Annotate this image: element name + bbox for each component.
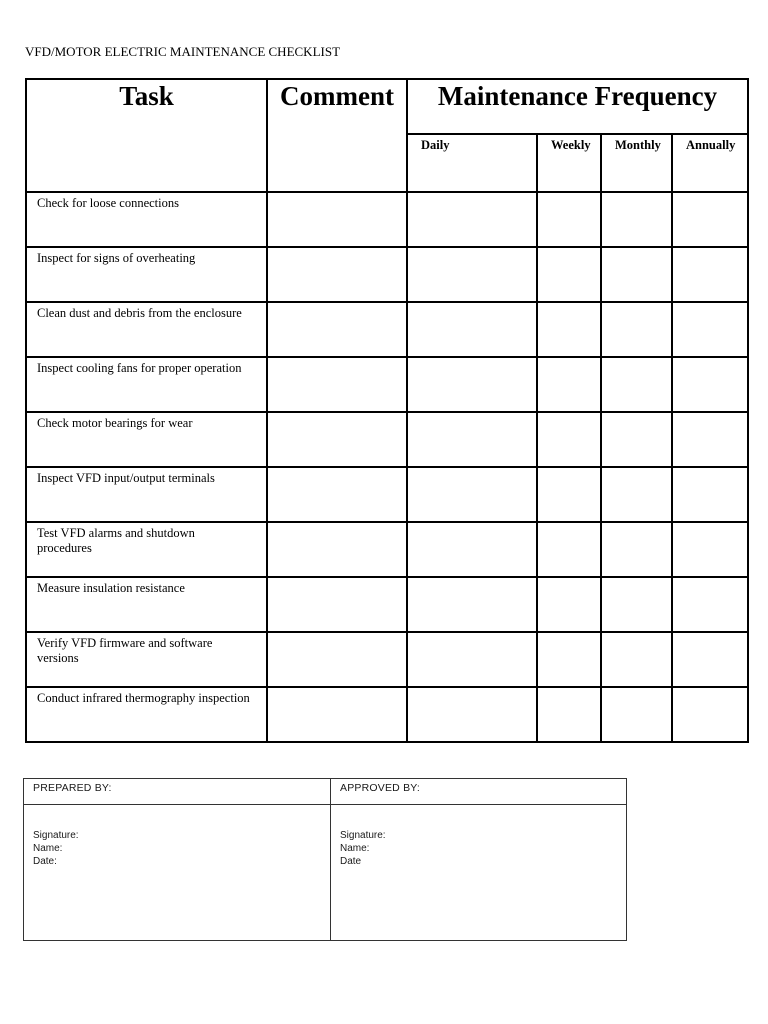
- table-row: [26, 247, 748, 302]
- annually-cell: [672, 577, 748, 632]
- annually-cell: [672, 412, 748, 467]
- table-row: [26, 467, 748, 522]
- annually-cell: [672, 467, 748, 522]
- comment-cell: [267, 577, 407, 632]
- weekly-cell: [537, 577, 601, 632]
- annually-cell: [672, 357, 748, 412]
- table-row: [26, 302, 748, 357]
- frequency-column-header-monthly: Monthly: [601, 134, 672, 192]
- approved-by-fields: [331, 805, 627, 941]
- annually-cell: [672, 632, 748, 687]
- signature-label: Signature:: [340, 830, 386, 841]
- weekly-cell: [537, 412, 601, 467]
- task-cell: Inspect for signs of overheating: [26, 247, 267, 302]
- task-cell: Inspect cooling fans for proper operation: [26, 357, 267, 412]
- daily-cell: [407, 302, 537, 357]
- signoff-header-row: [24, 779, 627, 805]
- frequency-group-header: Maintenance Frequency: [407, 79, 748, 134]
- frequency-column-header-annually: Annually: [672, 134, 748, 192]
- daily-cell: [407, 522, 537, 577]
- comment-cell: [267, 687, 407, 742]
- name-label: Name:: [340, 843, 370, 854]
- prepared-by-header: PREPARED BY:: [24, 779, 331, 805]
- task-cell: Clean dust and debris from the enclosure: [26, 302, 267, 357]
- task-cell: Check motor bearings for wear: [26, 412, 267, 467]
- comment-cell: [267, 247, 407, 302]
- date-label: Date: [340, 856, 362, 867]
- header-row-main: [26, 79, 748, 134]
- task-column-header: Task: [26, 79, 267, 192]
- page-title: VFD/MOTOR ELECTRIC MAINTENANCE CHECKLIST: [25, 44, 341, 59]
- prepared-by-fields: [24, 805, 331, 941]
- weekly-cell: [537, 632, 601, 687]
- monthly-cell: [601, 632, 672, 687]
- annually-cell: [672, 247, 748, 302]
- table-row: [26, 412, 748, 467]
- task-cell: Conduct infrared thermography inspection: [26, 687, 267, 742]
- signoff-body-row: [24, 805, 627, 941]
- task-cell: Verify VFD firmware and software versions: [26, 632, 267, 687]
- checklist-table: [25, 78, 749, 743]
- monthly-cell: [601, 577, 672, 632]
- name-label: Name:: [33, 843, 63, 854]
- daily-cell: [407, 632, 537, 687]
- table-row: [26, 522, 748, 577]
- signoff-table: [23, 778, 627, 941]
- daily-cell: [407, 192, 537, 247]
- weekly-cell: [537, 687, 601, 742]
- table-row: [26, 192, 748, 247]
- task-cell: Measure insulation resistance: [26, 577, 267, 632]
- daily-cell: [407, 687, 537, 742]
- daily-cell: [407, 247, 537, 302]
- monthly-cell: [601, 467, 672, 522]
- comment-cell: [267, 632, 407, 687]
- comment-cell: [267, 412, 407, 467]
- daily-cell: [407, 467, 537, 522]
- weekly-cell: [537, 522, 601, 577]
- comment-cell: [267, 467, 407, 522]
- comment-cell: [267, 302, 407, 357]
- monthly-cell: [601, 687, 672, 742]
- table-row: [26, 577, 748, 632]
- comment-cell: [267, 192, 407, 247]
- annually-cell: [672, 302, 748, 357]
- date-label: Date:: [33, 856, 57, 867]
- daily-cell: [407, 412, 537, 467]
- monthly-cell: [601, 412, 672, 467]
- weekly-cell: [537, 357, 601, 412]
- weekly-cell: [537, 467, 601, 522]
- frequency-column-header-weekly: Weekly: [537, 134, 601, 192]
- comment-cell: [267, 522, 407, 577]
- table-row: [26, 632, 748, 687]
- monthly-cell: [601, 302, 672, 357]
- monthly-cell: [601, 522, 672, 577]
- signature-label: Signature:: [33, 830, 79, 841]
- daily-cell: [407, 577, 537, 632]
- comment-column-header: Comment: [267, 79, 407, 192]
- table-row: [26, 687, 748, 742]
- annually-cell: [672, 192, 748, 247]
- task-cell: Test VFD alarms and shutdown procedures: [26, 522, 267, 577]
- comment-cell: [267, 357, 407, 412]
- annually-cell: [672, 687, 748, 742]
- weekly-cell: [537, 247, 601, 302]
- monthly-cell: [601, 357, 672, 412]
- daily-cell: [407, 357, 537, 412]
- monthly-cell: [601, 192, 672, 247]
- table-row: [26, 357, 748, 412]
- task-cell: Check for loose connections: [26, 192, 267, 247]
- approved-by-header: APPROVED BY:: [331, 779, 627, 805]
- monthly-cell: [601, 247, 672, 302]
- weekly-cell: [537, 192, 601, 247]
- annually-cell: [672, 522, 748, 577]
- task-cell: Inspect VFD input/output terminals: [26, 467, 267, 522]
- frequency-column-header-daily: Daily: [407, 134, 537, 192]
- weekly-cell: [537, 302, 601, 357]
